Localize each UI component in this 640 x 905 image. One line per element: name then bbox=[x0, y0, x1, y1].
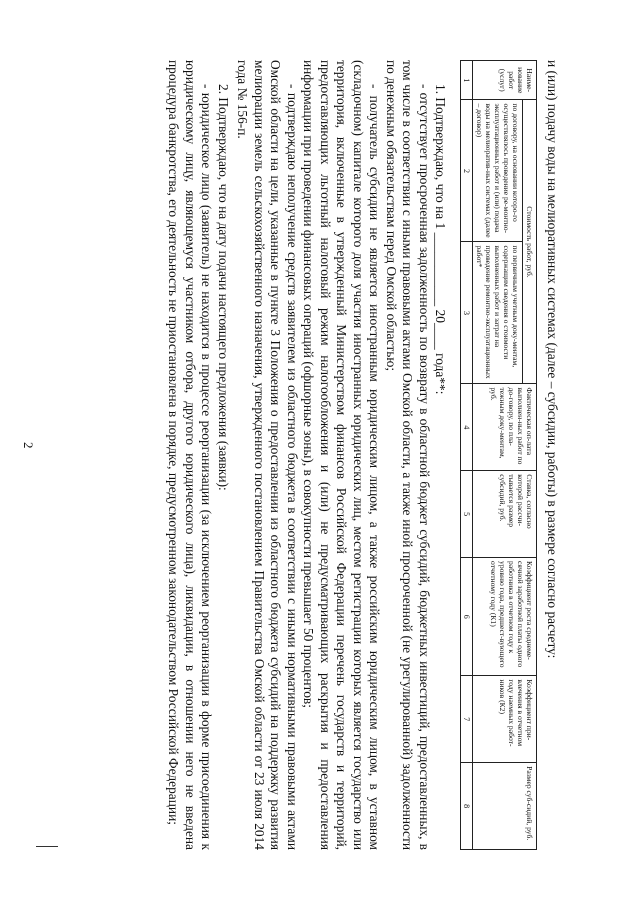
page-number: 2 bbox=[21, 442, 36, 449]
column-number: 4 bbox=[461, 384, 473, 471]
header-cost-group: Стоимость работ, руб. bbox=[523, 100, 537, 384]
header-k1: Коэффициент роста среднеме-сячной заработной платы одного работника в отчетном году к уровню года, предшест-вующего отчетному году (К1) bbox=[473, 558, 537, 676]
column-number: 5 bbox=[461, 471, 473, 558]
column-number: 7 bbox=[461, 676, 473, 763]
column-number: 2 bbox=[461, 100, 473, 242]
section1-item-foreign-entity: - получатель субсидии не является иностранным юридическим лицом, а также российским юридическим лицом, в уставном (складочном) капитале которого доля участия иностранных юридических лиц, местом регистрации которых является государство или территория, включенные в утвержденный Министерством финансов Российской Федерации перечень государств и территорий, предоставляющих льготный налоговый режим налогообложения и (или) не предусматривающих раскрытия и предоставления информации при проведении финансовых операций (офшорные зоны), в совокупности превышает 50 процентов; bbox=[301, 60, 383, 850]
header-cost-contract: по договору, на основании которо-го осуществлялось проведение ре-монтно-эксплуатационных работ и (или) подача воды на мелиоратив-ных системах (далее – договор) bbox=[473, 100, 523, 242]
header-k2: Коэффициент при-влечения в отчетном году наемных работ-ников (К2) bbox=[473, 676, 537, 763]
section2-confirm: 2. Подтверждаю, что на дату подачи настоящего предложения (заявки): bbox=[216, 84, 231, 491]
intro-text: и (или) подачу воды на мелиоративных системах (далее – субсидии, работы) в размере согласно расчету: bbox=[545, 60, 560, 659]
header-rate: Ставка, согласно которой рассчи-тывается размер субсидий, руб. bbox=[473, 471, 537, 558]
section1-item-no-funds: - подтверждаю неполучение средств заявителем из областного бюджета в соответствии с иными нормативными правовыми актами Омской области на цели, указанные в пункте 3 Положения о предоставлении из областного бюджета субсидий на поддержку развития мелиорации земель сельскохозяйственного назначения, утвержденного постановлением Правительства Омской области от 23 июля 2014 года № 156-п. bbox=[235, 60, 300, 850]
rotated-document-body bbox=[60, 60, 560, 850]
section2-item-reorganization: - юридическое лицо (заявитель) не находится в процессе реорганизации (за исключением реорганизации в форме присоединения к юридическому лицу, являющемуся участником отбора, другого юридического лица), ликвидации, в отношении него не введена процедура банкротства, его деятельность не приостановлена в порядке, предусмотренном законодательством Российской Федерации; bbox=[166, 60, 215, 850]
section1-item-debt: - отсутствует просроченная задолженность по возврату в областной бюджет субсидий, бюджетных инвестиций, предоставленных, в том числе в соответствии с иными правовыми актами Омской области, а также иной просроченной (не урегулированной) задолженности по денежным обязательствам перед Омской областью; bbox=[384, 60, 432, 850]
column-number: 3 bbox=[461, 242, 473, 384]
subsidy-calculation-table bbox=[461, 60, 538, 850]
header-subsidy-amount: Размер суб-сидий, руб. bbox=[473, 763, 537, 850]
header-work-name: Наиме-нование работ (услуг) bbox=[473, 61, 537, 100]
header-actual-payment: Фактическая оп-лата выполнен-ных работ по до-говору, по пла-тежным доку-ментам, руб. bbox=[473, 384, 537, 471]
section1-confirm: 1. Подтверждаю, что на 1 ___________ 20____ года**: bbox=[433, 84, 449, 395]
column-number: 6 bbox=[461, 558, 473, 676]
column-number: 1 bbox=[461, 61, 473, 100]
column-number: 8 bbox=[461, 763, 473, 850]
margin-rule bbox=[36, 846, 58, 847]
header-cost-documents: по первичным учетным доку-ментам, содержащим сведения о стоимости выполненных работ и затрат на проведение ремонтно-эксплуатационных работ* bbox=[473, 242, 523, 384]
